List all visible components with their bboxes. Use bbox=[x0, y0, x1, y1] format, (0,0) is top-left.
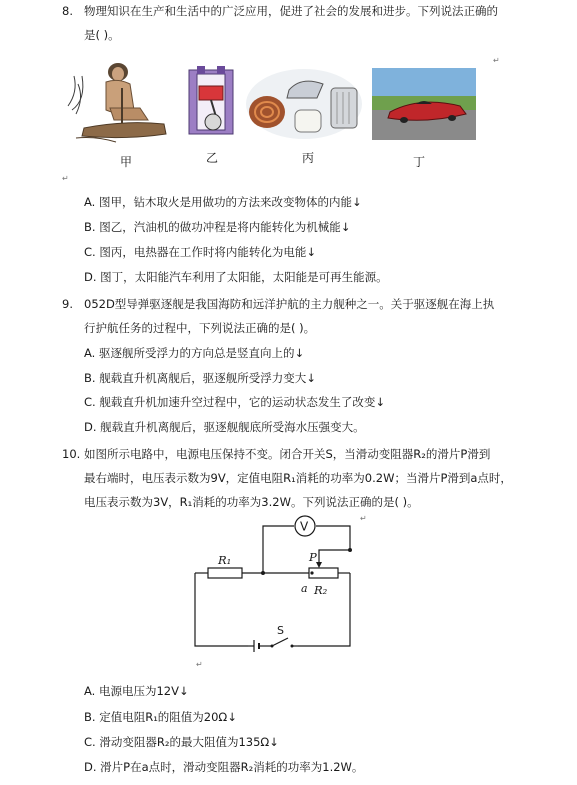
resistor-r1 bbox=[208, 568, 242, 578]
paragraph-mark: ↵ bbox=[62, 174, 69, 183]
question-10-stem-line3: 电压表示数为3V，R₁消耗的功率为3.2W。下列说法正确的是( )。 bbox=[84, 495, 419, 509]
paragraph-mark: ↵ bbox=[493, 56, 500, 65]
slider-p-label: P bbox=[309, 550, 317, 564]
paragraph-mark: ↵ bbox=[196, 660, 203, 669]
question-8-number: 8. bbox=[62, 4, 73, 18]
junction-dot bbox=[261, 571, 265, 575]
question-8-option-d: D. 图丁，太阳能汽车利用了太阳能，太阳能是可再生能源。 bbox=[84, 270, 388, 284]
question-10-option-c: C. 滑动变阻器R₂的最大阻值为135Ω↓ bbox=[84, 735, 279, 749]
question-9-number: 9. bbox=[62, 297, 73, 311]
question-10-option-b: B. 定值电阻R₁的阻值为20Ω↓ bbox=[84, 710, 237, 724]
question-9-option-d: D. 舰载直升机离舰后，驱逐舰舰底所受海水压强变大。 bbox=[84, 420, 365, 434]
question-9-stem-line2: 行护航任务的过程中，下列说法正确的是( )。 bbox=[84, 321, 316, 335]
switch-label: S bbox=[277, 624, 284, 637]
caption-yi: 乙 bbox=[206, 151, 219, 165]
question-9-option-b: B. 舰载直升机离舰后，驱逐舰所受浮力变大↓ bbox=[84, 371, 316, 385]
question-10-stem-line1: 如图所示电路中，电源电压保持不变。闭合开关S，当滑动变阻器R₂的滑片P滑到 bbox=[84, 447, 491, 461]
question-8-stem-line1: 物理知识在生产和生活中的广泛应用，促进了社会的发展和进步。下列说法正确的 bbox=[84, 4, 498, 18]
paragraph-mark: ↵ bbox=[360, 514, 367, 523]
question-10-stem-line2: 最右端时，电压表示数为9V，定值电阻R₁消耗的功率为0.2W；当滑片P滑到a点时， bbox=[84, 471, 512, 485]
figure-bing-appliances bbox=[245, 68, 363, 140]
figure-jia-drill-fire bbox=[66, 58, 172, 148]
slider-arrow-icon bbox=[316, 562, 322, 568]
junction-dot bbox=[348, 548, 352, 552]
question-8-option-b: B. 图乙，汽油机的做功冲程是将内能转化为机械能↓ bbox=[84, 220, 351, 234]
voltmeter-label: V bbox=[300, 519, 309, 534]
r1-label: R₁ bbox=[218, 553, 232, 567]
question-10-option-a: A. 电源电压为12V↓ bbox=[84, 684, 189, 698]
question-8-stem-line2: 是( )。 bbox=[84, 28, 120, 42]
figure-ding-solar-car bbox=[372, 68, 476, 140]
caption-jia: 甲 bbox=[120, 155, 133, 169]
caption-bing: 丙 bbox=[302, 151, 315, 165]
question-9-option-a: A. 驱逐舰所受浮力的方向总是竖直向上的↓ bbox=[84, 346, 305, 360]
question-10-number: 10. bbox=[62, 447, 81, 461]
question-8-option-a: A. 图甲，钻木取火是用做功的方法来改变物体的内能↓ bbox=[84, 195, 362, 209]
question-9-option-c: C. 舰载直升机加速升空过程中，它的运动状态发生了改变↓ bbox=[84, 395, 385, 409]
figure-yi-engine bbox=[183, 64, 239, 144]
circuit-diagram bbox=[188, 512, 368, 654]
question-10-option-d: D. 滑片P在a点时，滑动变阻器R₂消耗的功率为1.2W。 bbox=[84, 760, 364, 774]
point-a-dot bbox=[310, 571, 313, 574]
point-a-label: a bbox=[301, 582, 308, 595]
question-9-stem-line1: 052D型导弹驱逐舰是我国海防和远洋护航的主力舰种之一。关于驱逐舰在海上执 bbox=[84, 297, 495, 311]
r2-label: R₂ bbox=[314, 583, 328, 597]
question-8-option-c: C. 图丙，电热器在工作时将内能转化为电能↓ bbox=[84, 245, 316, 259]
caption-ding: 丁 bbox=[413, 155, 426, 169]
